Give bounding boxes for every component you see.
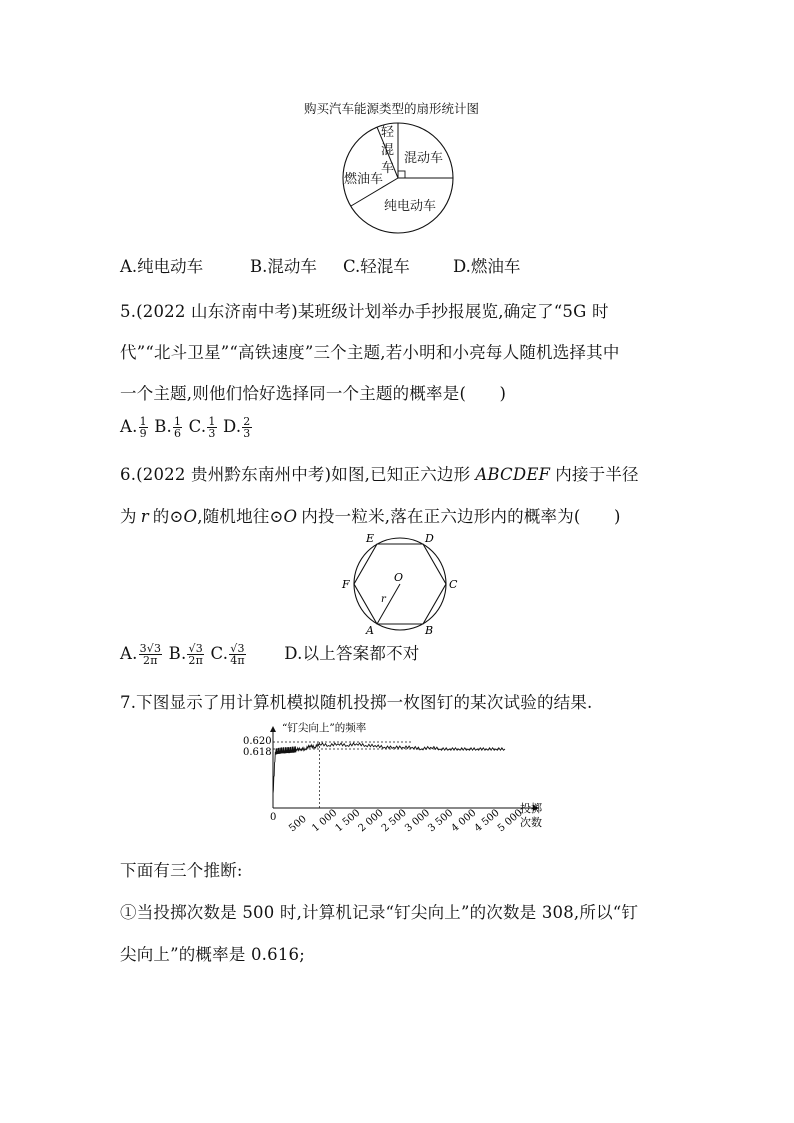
pie-label-fuel: 燃油车 <box>344 172 384 187</box>
q7-line-1: 7.下图显示了用计算机模拟随机投掷一枚图钉的某次试验的结果. <box>120 693 593 712</box>
q6-line-2: 为 r 的⊙O,随机地往⊙O 内投一粒米,落在正六边形内的概率为( ) <box>120 507 621 526</box>
pie-title: 购买汽车能源类型的扇形统计图 <box>304 101 480 116</box>
x-tick-label-500: 500 <box>287 813 309 835</box>
vertex-label-d: D <box>425 532 434 545</box>
q6-option-a-fraction: $\frac{3√3}{2\pi}$ <box>139 642 162 667</box>
pie-label-electric: 纯电动车 <box>384 199 437 214</box>
x-axis-label-line-2: 次数 <box>520 816 542 829</box>
q6-option-a-label: A. <box>120 644 138 663</box>
radius-label-r: r <box>381 594 386 605</box>
inference-1-line-1: ①当投掷次数是 500 时,计算机记录“钉尖向上”的次数是 308,所以“钉 <box>120 903 639 922</box>
q4-option-a: A.纯电动车 <box>120 257 204 276</box>
x-tick-label-2000: 2 000 <box>356 807 386 835</box>
x-tick-label-5000: 5 000 <box>495 807 525 835</box>
pie-label-hybrid: 混动车 <box>404 151 444 166</box>
q4-option-d: D.燃油车 <box>453 257 521 276</box>
q5-option-b-label: B. <box>154 417 172 436</box>
q5-option-a-label: A. <box>120 417 138 436</box>
vertex-label-a: A <box>366 624 374 637</box>
chart-title: “钉尖向上”的频率 <box>282 722 367 734</box>
q5-option-b-fraction: $\frac{1}{6}$ <box>174 415 182 440</box>
q4-option-b: B.混动车 <box>250 257 317 276</box>
x-tick-label-0: 0 <box>270 812 277 823</box>
x-tick-label-1500: 1 500 <box>333 807 363 835</box>
q6-option-c-label: C. <box>210 644 229 663</box>
vertex-label-c: C <box>449 578 458 591</box>
frequency-series-line <box>273 743 505 794</box>
q5-line-1: 5.(2022 山东济南中考)某班级计划举办手抄报展览,确定了“5G 时 <box>120 302 609 321</box>
x-tick-label-4500: 4 500 <box>472 807 502 835</box>
y-tick-label-0620: 0.620 <box>243 736 272 747</box>
inference-intro: 下面有三个推断: <box>120 861 243 880</box>
x-tick-label-3500: 3 500 <box>426 807 456 835</box>
q6-option-b-fraction: $\frac{√3}{2\pi}$ <box>188 642 204 667</box>
y-tick-label-0618: 0.618 <box>243 747 272 758</box>
q5-option-c-label: C. <box>188 417 207 436</box>
pie-label-light-hybrid-3: 车 <box>381 161 395 176</box>
frequency-chart <box>240 722 560 844</box>
q5-option-d-fraction: $\frac{2}{3}$ <box>243 415 251 440</box>
x-tick-label-1000: 1 000 <box>310 807 340 835</box>
x-tick-label-3000: 3 000 <box>403 807 433 835</box>
q5-line-3: 一个主题,则他们恰好选择同一个主题的概率是( ) <box>120 384 507 403</box>
x-tick-label-4000: 4 000 <box>449 807 479 835</box>
x-tick-label-2500: 2 500 <box>379 807 409 835</box>
y-axis-arrow <box>270 726 276 732</box>
q6-line-1: 6.(2022 贵州黔东南州中考)如图,已知正六边形 ABCDEF 内接于半径 <box>120 465 639 484</box>
q4-option-c: C.轻混车 <box>343 257 410 276</box>
q6-option-c-fraction: $\frac{√3}{4\pi}$ <box>230 642 245 667</box>
q5-option-a-fraction: $\frac{1}{9}$ <box>139 415 147 440</box>
q5-option-d-label: D. <box>223 417 242 436</box>
vertex-label-b: B <box>425 624 434 637</box>
q5-options <box>120 416 253 439</box>
q6-options <box>120 640 419 666</box>
q5-option-c-fraction: $\frac{1}{3}$ <box>208 415 216 440</box>
pie-label-light-hybrid-2: 混 <box>381 143 395 158</box>
inference-1-line-2: 尖向上”的概率是 0.616; <box>120 945 305 964</box>
x-axis-label-line-1: 投掷 <box>520 802 542 815</box>
center-label-o: O <box>394 571 404 584</box>
vertex-label-e: E <box>366 532 375 545</box>
q5-line-2: 代”“北斗卫星”“高铁速度”三个主题,若小明和小亮每人随机选择其中 <box>120 343 620 362</box>
q6-option-d: D.以上答案都不对 <box>284 644 420 663</box>
vertex-label-f: F <box>342 578 350 591</box>
hexagon-figure <box>330 528 470 640</box>
q6-option-b-label: B. <box>168 644 187 663</box>
hexagon-name: ABCDEF <box>475 465 551 484</box>
pie-label-light-hybrid-1: 轻 <box>381 125 395 140</box>
